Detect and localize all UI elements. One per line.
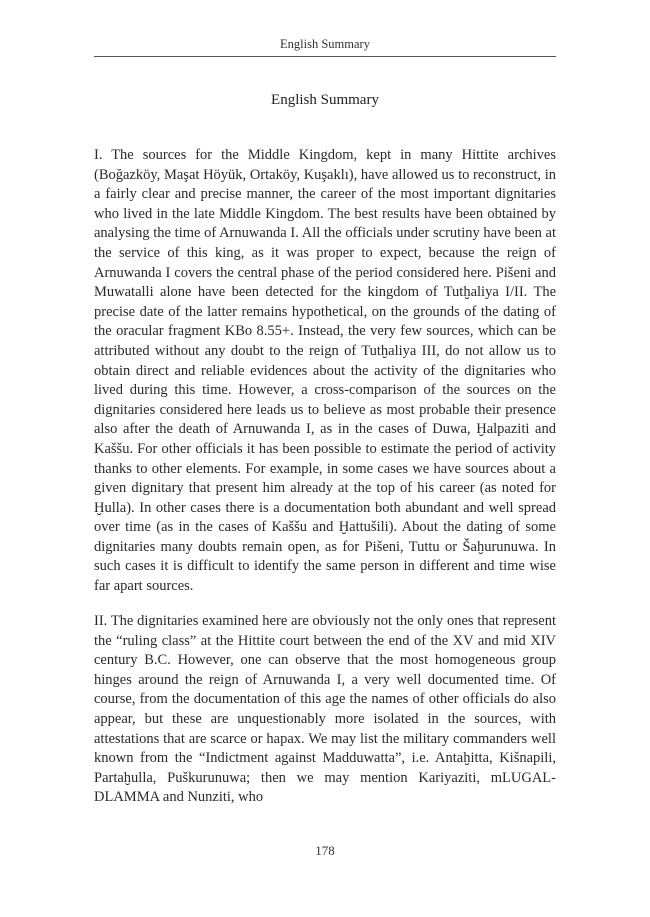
section-title: English Summary bbox=[271, 92, 379, 108]
paragraph-1: I. The sources for the Middle Kingdom, kept in many Hittite archives (Boğazköy, Maşat Höyük, Ortaköy, Kuşaklı), have allowed us to reconstruct, in a fairly clear and precise manner, the career of the most important dignitaries who lived in the late Middle Kingdom. The best results have been obtained by analysing the time of Arnuwanda I. All the officials under scrutiny have been at the service of this king, as it was proper to expect, because the reign of Arnuwanda I covers the central phase of the period considered here. Pišeni and Muwatalli alone have been detected for the kingdom of Tutḫaliya I/II. The precise date of the latter remains hypothetical, on the grounds of the dating of the oracular fragment KBo 8.55+. Instead, the very few sources, which can be attributed without any doubt to the reign of Tutḫaliya III, do not allow us to obtain direct and reliable evidences about the activity of the dignitaries who lived during this time. However, a cross-comparison of the sources on the dignitaries considered here leads us to believe as most probable their presence also after the death of Arnuwanda I, as in the cases of Duwa, Ḫalpaziti and Kaššu. For other officials it has been possible to estimate the period of activity thanks to other elements. For example, in some cases we have sources about a given dignitary that present him already at the top of his career (as noted for Ḫulla). In other cases there is a documentation both abundant and well spread over time (as in the cases of Kaššu and Ḫattušili). About the dating of some dignitaries many doubts remain open, as for Pišeni, Tuttu or Šaḫurunuwa. In such cases it is difficult to identify the same person in different and time wise far apart sources. bbox=[94, 147, 556, 595]
paragraph-2: II. The dignitaries examined here are obviously not the only ones that represent the “ruling class” at the Hittite court between the end of the XV and mid XIV century B.C. However, one can observe that the most homogeneous group hinges around the reign of Arnuwanda I, a very well documented time. Of course, from the documentation of this age the names of other officials do also appear, but these are unquestionably more isolated in the sources, with attestations that are scarce or hapax. We may list the military commanders well known from the “Indictment against Madduwatta”, i.e. Antaḫitta, Kišnapili, Partaḫulla, Puškurunuwa; then we may mention Kariyaziti, mLUGAL-DLAMMA and Nunziti, who bbox=[94, 613, 556, 806]
page-number: 178 bbox=[315, 843, 335, 858]
running-head: English Summary bbox=[280, 37, 370, 51]
header-rule bbox=[94, 56, 556, 57]
